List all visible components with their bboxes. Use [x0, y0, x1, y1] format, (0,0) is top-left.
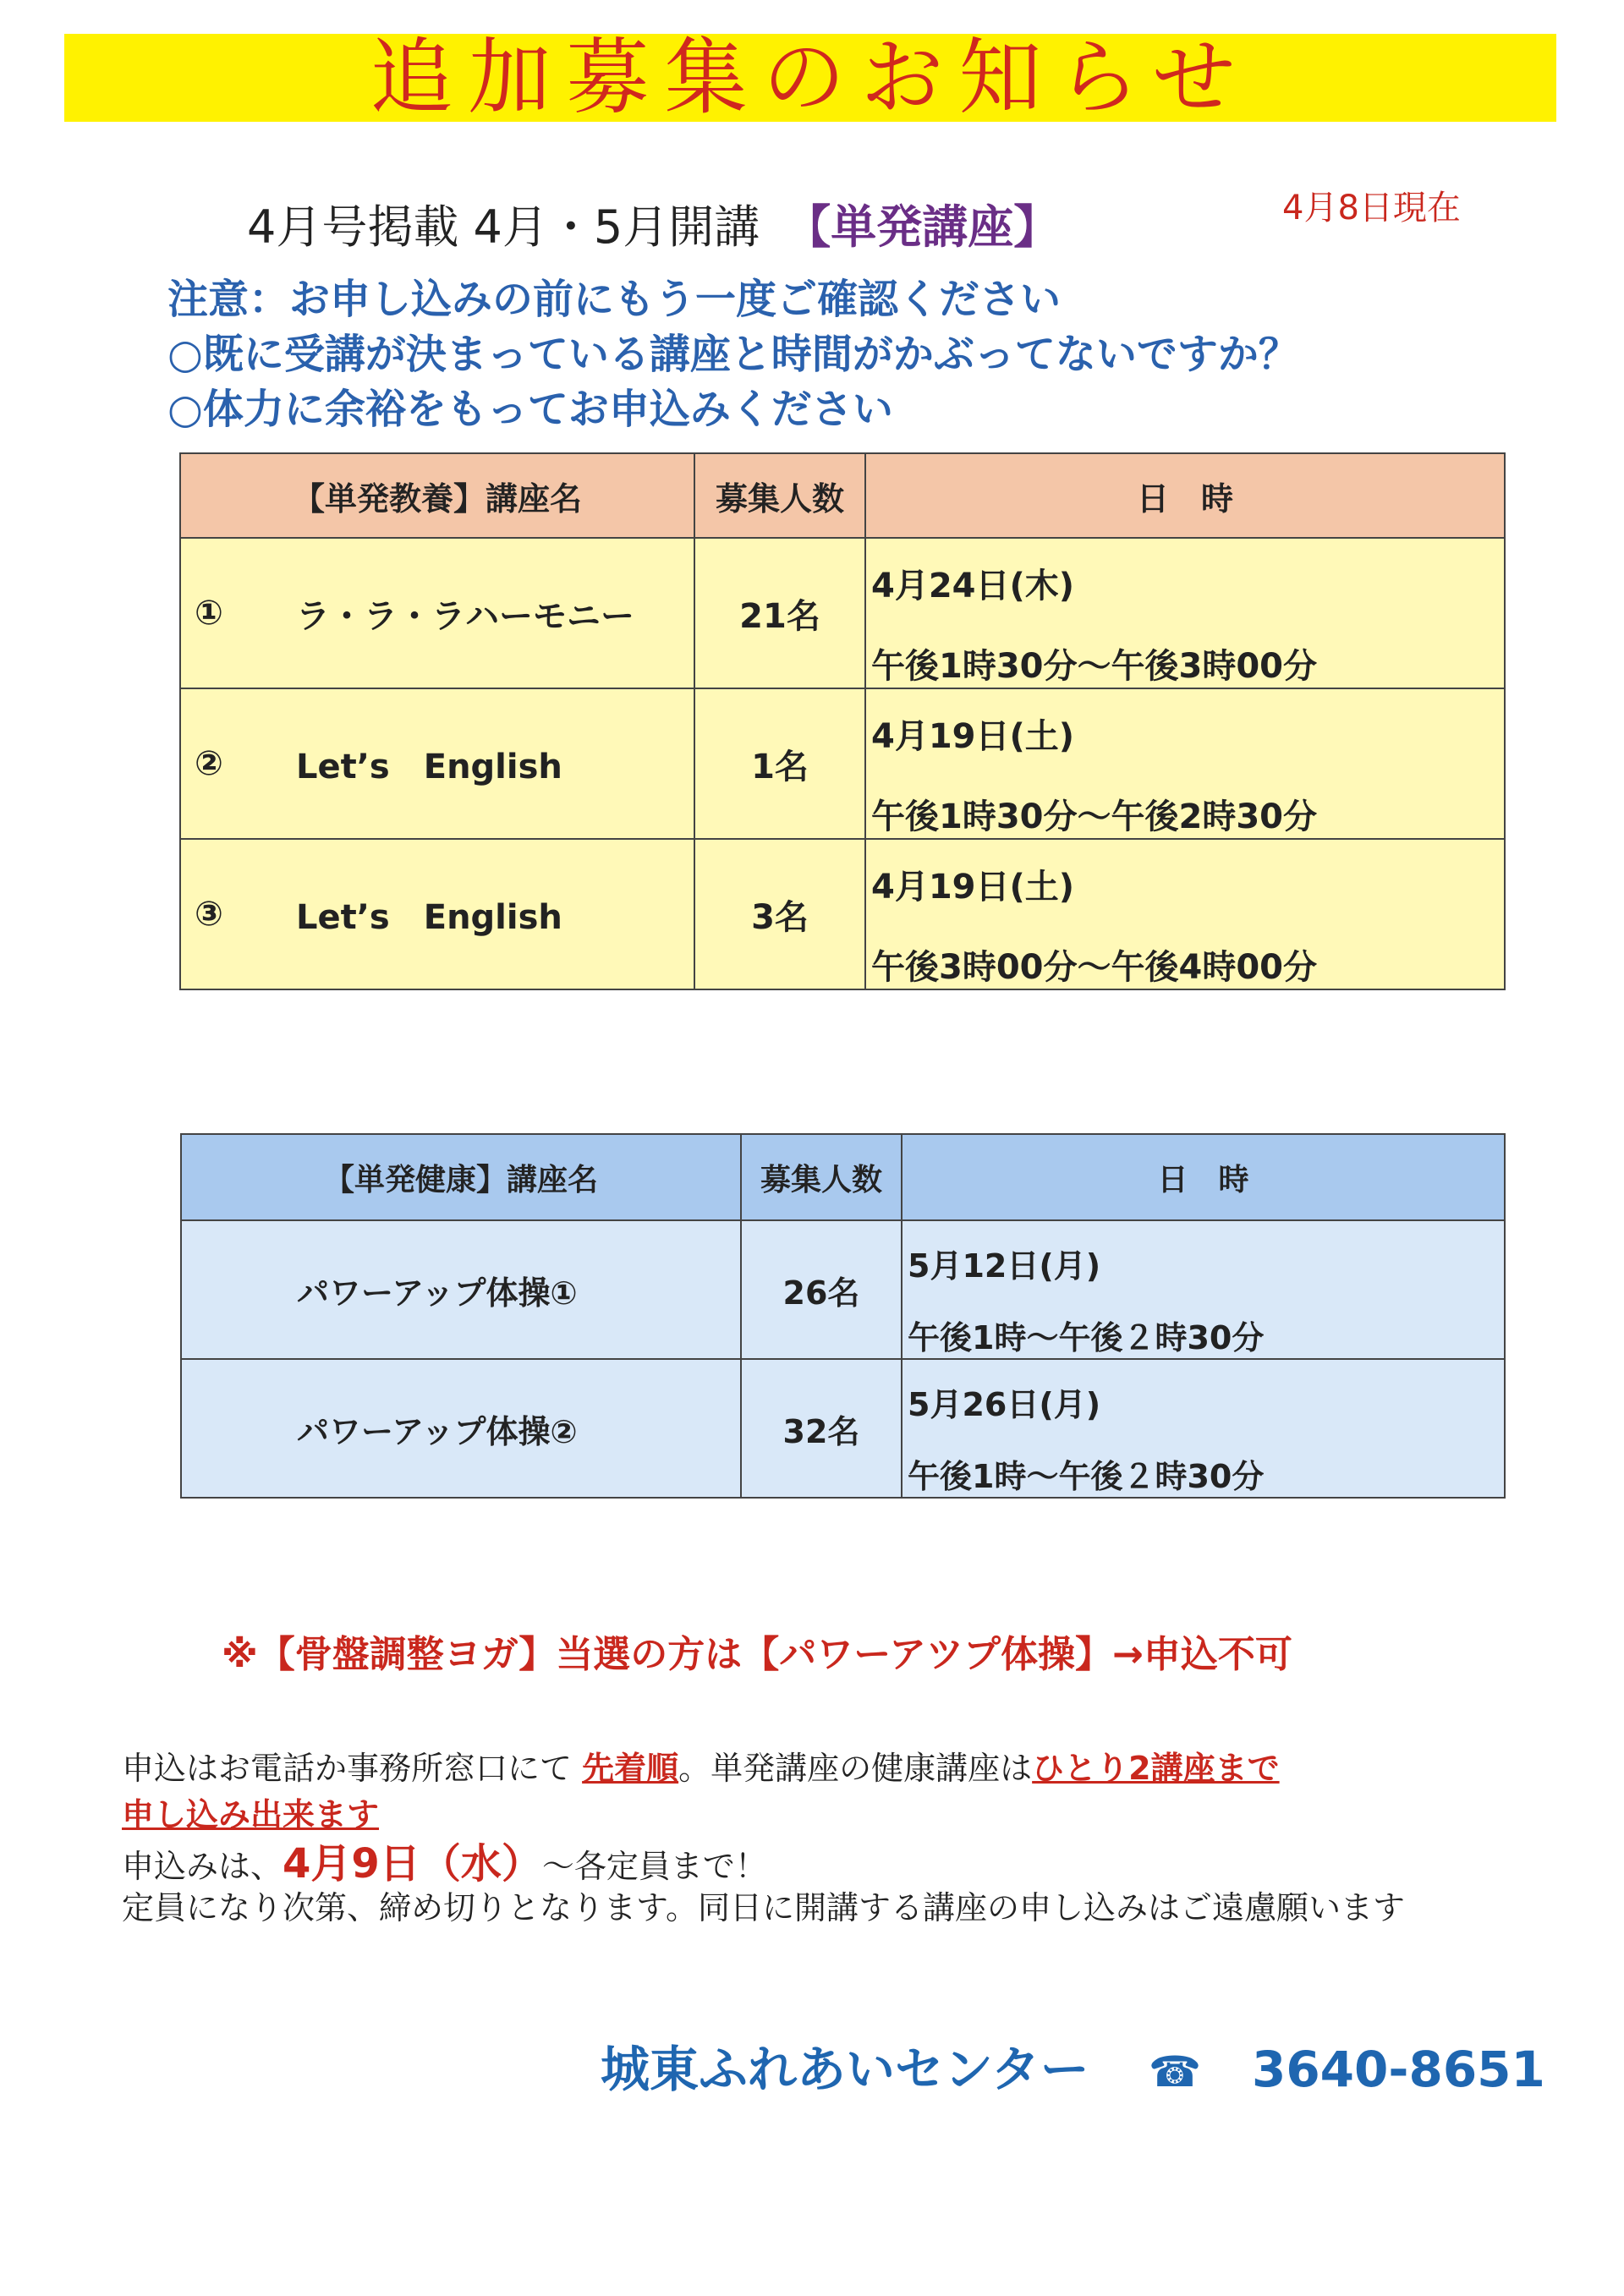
info-line-1	[122, 1742, 1280, 1789]
culture-course-table	[179, 452, 1506, 990]
course-date: 4月19日(土)	[871, 717, 1075, 756]
start-date: 4月9日（水）	[283, 1840, 542, 1888]
center-name: 城東ふれあいセンター	[601, 2041, 1089, 2098]
page-title: 追加募集のお知らせ	[370, 30, 1251, 126]
capacity: 32名	[741, 1359, 902, 1498]
row-number: ③	[195, 895, 223, 934]
course-date: 5月26日(月)	[908, 1386, 1101, 1423]
yoga-warning: ※【骨盤調整ヨガ】当選の方は【パワーアツプ体操】→申込不可	[222, 1633, 1292, 1676]
table-header-row	[181, 1134, 1505, 1220]
course-name: Let’s English	[296, 747, 562, 786]
table-row	[181, 1220, 1505, 1359]
header-capacity: 募集人数	[694, 453, 865, 538]
datetime-cell	[865, 839, 1505, 989]
course-time: 午後1時～午後２時30分	[908, 1319, 1265, 1356]
title-banner	[64, 30, 1556, 126]
info-line-4: 定員になり次第、締め切りとなります。同日に開講する講座の申し込みはご遠慮願います	[122, 1889, 1405, 1926]
footer-contact	[601, 2030, 1545, 2101]
datetime-cell	[902, 1220, 1505, 1359]
table-row	[180, 688, 1505, 839]
capacity: 3名	[694, 839, 865, 989]
header-datetime: 日 時	[902, 1134, 1505, 1220]
notice-line-1: 注意：お申し込みの前にもう一度ご確認ください	[167, 276, 1062, 323]
course-name-cell	[180, 538, 694, 688]
course-name-cell	[180, 688, 694, 839]
course-name-cell	[180, 839, 694, 989]
course-name: Let’s English	[296, 897, 562, 937]
table-row	[181, 1359, 1505, 1498]
course-name: パワーアップ体操②	[181, 1359, 741, 1498]
notice-line-3: ○体力に余裕をもってお申込みください	[167, 386, 893, 433]
header-capacity: 募集人数	[741, 1134, 902, 1220]
capacity: 26名	[741, 1220, 902, 1359]
header-course-name: 【単発教養】講座名	[180, 453, 694, 538]
course-name: ラ・ラ・ラハーモニー	[296, 596, 634, 636]
header-course-name: 【単発健康】講座名	[181, 1134, 741, 1220]
health-course-table	[180, 1133, 1506, 1499]
course-time: 午後1時30分～午後2時30分	[871, 797, 1317, 836]
info-text: 申込みは、	[122, 1848, 283, 1885]
datetime-cell	[865, 688, 1505, 839]
course-date: 4月19日(土)	[871, 868, 1075, 907]
header-datetime: 日 時	[865, 453, 1505, 538]
phone-number[interactable]: 3640-8651	[1251, 2041, 1545, 2098]
as-of-date: 4月8日現在	[1282, 189, 1461, 227]
row-number: ②	[195, 744, 223, 783]
course-time: 午後3時00分～午後4時00分	[871, 948, 1317, 987]
course-date: 4月24日(木)	[871, 567, 1075, 606]
course-time: 午後1時30分～午後3時00分	[871, 647, 1317, 686]
capacity: 1名	[694, 688, 865, 839]
subtitle-main: 4月号掲載 4月・5月開講	[247, 200, 760, 254]
info-line-2	[122, 1789, 379, 1835]
row-number: ①	[195, 594, 223, 633]
limit-label: ひとり2講座まで	[1032, 1750, 1280, 1787]
limit-label-cont: 申し込み出来ます	[122, 1796, 380, 1833]
phone-icon: ☎	[1148, 2047, 1201, 2096]
table-row	[180, 839, 1505, 989]
info-text: ～各定員まで！	[541, 1848, 767, 1885]
datetime-cell	[902, 1359, 1505, 1498]
datetime-cell	[865, 538, 1505, 688]
notice-line-2: ○既に受講が決まっている講座と時間がかぶってないですか？	[167, 331, 1299, 378]
first-come-label: 先着順	[582, 1750, 679, 1787]
table-header-row	[180, 453, 1505, 538]
subtitle-category: 【単発講座】	[785, 200, 1060, 254]
subtitle	[247, 191, 1059, 256]
info-text: 申込はお電話か事務所窓口にて	[122, 1750, 573, 1787]
course-time: 午後1時～午後２時30分	[908, 1458, 1265, 1495]
info-line-3	[122, 1831, 767, 1889]
course-date: 5月12日(月)	[908, 1247, 1101, 1285]
info-text: 。単発講座の健康講座は	[678, 1750, 1033, 1787]
table-row	[180, 538, 1505, 688]
capacity: 21名	[694, 538, 865, 688]
course-name: パワーアップ体操①	[181, 1220, 741, 1359]
